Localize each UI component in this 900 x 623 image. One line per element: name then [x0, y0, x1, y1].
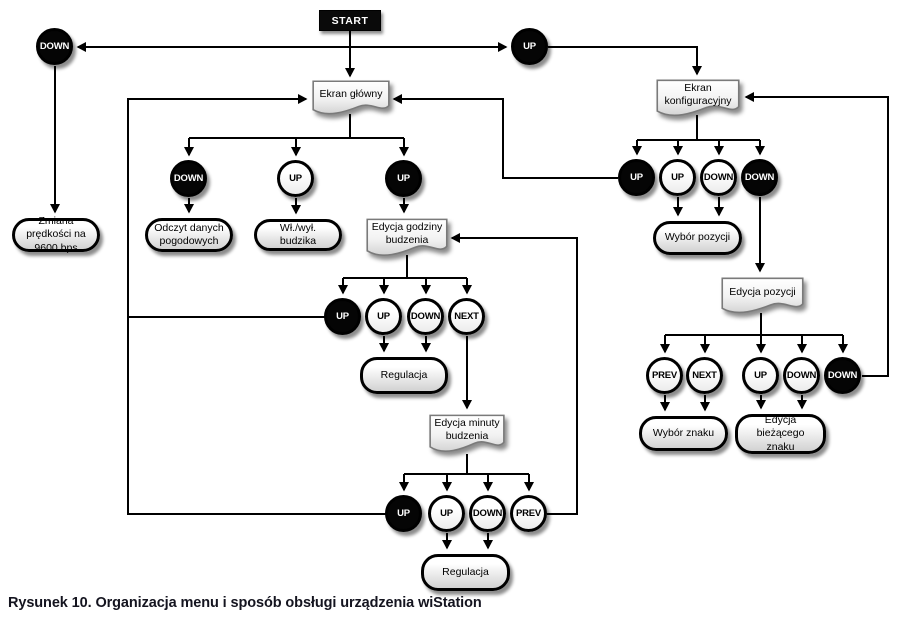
- alarm-minute-edit-label: Edycja minuty budzenia: [434, 417, 500, 443]
- button-label: DOWN: [827, 370, 858, 381]
- button-label: DOWN: [472, 508, 503, 519]
- start-node: [319, 10, 381, 31]
- down-button-weather: [170, 160, 207, 197]
- button-label: UP: [336, 311, 349, 322]
- position-select-box: [653, 221, 742, 255]
- down-button-position-select: [700, 159, 737, 196]
- up-button-minute-adjust: [428, 495, 465, 532]
- button-label: DOWN: [39, 41, 70, 52]
- button-label: UP: [377, 311, 390, 322]
- button-label: NEXT: [454, 311, 479, 322]
- regulation-box-minute: [421, 554, 510, 591]
- down-button-top-left: [36, 28, 73, 65]
- button-label: DOWN: [744, 172, 775, 183]
- button-label: DOWN: [173, 173, 204, 184]
- position-edit-label: Edycja pozycji: [729, 286, 796, 299]
- main-screen-label: Ekran główny: [319, 88, 383, 101]
- up-button-config-exit: [618, 159, 655, 196]
- up-button-alarm-toggle: [277, 160, 314, 197]
- up-button-char-edit: [742, 357, 779, 394]
- up-button-hour-exit: [324, 298, 361, 335]
- figure-caption: Rysunek 10. Organizacja menu i sposób obsługi urządzenia wiStation: [8, 595, 482, 611]
- alarm-toggle-label: Wł./wył. budzika: [279, 221, 317, 247]
- speed-change-label: Zmiana prędkości na 9600 bps: [26, 215, 86, 254]
- char-select-box: [639, 416, 728, 451]
- position-edit-doc: [721, 277, 804, 317]
- button-label: UP: [440, 508, 453, 519]
- config-screen-label: Ekran konfiguracyjny: [664, 81, 732, 107]
- button-label: UP: [397, 508, 410, 519]
- button-label: PREV: [515, 508, 542, 519]
- button-label: DOWN: [410, 311, 441, 322]
- alarm-toggle-box: [254, 219, 342, 251]
- main-screen-doc: [312, 80, 390, 118]
- next-button-char: [686, 357, 723, 394]
- weather-read-box: [145, 218, 233, 252]
- position-select-label: Wybór pozycji: [664, 231, 731, 244]
- alarm-hour-edit-label: Edycja godziny budzenia: [371, 221, 443, 247]
- button-label: NEXT: [692, 370, 717, 381]
- regulation-label: Regulacja: [442, 565, 489, 578]
- prev-button-minute: [510, 495, 547, 532]
- down-button-position-exit: [824, 357, 861, 394]
- down-button-hour-adjust: [407, 298, 444, 335]
- button-label: UP: [523, 41, 536, 52]
- button-label: UP: [289, 173, 302, 184]
- next-button-hour: [448, 298, 485, 335]
- config-screen-doc: [656, 79, 740, 120]
- regulation-label: Regulacja: [380, 368, 428, 381]
- up-button-top-right: [511, 28, 548, 65]
- up-button-hour-adjust: [365, 298, 402, 335]
- down-button-minute-adjust: [469, 495, 506, 532]
- weather-read-label: Odczyt danych pogodowych: [154, 221, 224, 247]
- up-button-position-select: [659, 159, 696, 196]
- alarm-minute-edit-doc: [429, 414, 505, 456]
- button-label: DOWN: [703, 172, 734, 183]
- start-label: START: [331, 14, 369, 27]
- regulation-box-hour: [360, 357, 448, 394]
- char-select-label: Wybór znaku: [652, 426, 715, 439]
- down-button-char-edit: [783, 357, 820, 394]
- alarm-hour-edit-doc: [366, 218, 448, 260]
- speed-change-box: [12, 215, 100, 254]
- down-button-position-edit: [741, 159, 778, 196]
- up-button-alarm-edit: [385, 160, 422, 197]
- button-label: DOWN: [786, 370, 817, 381]
- current-char-edit-label: Edycja bieżącego znaku: [756, 414, 805, 453]
- current-char-edit-box: [735, 414, 826, 454]
- button-label: UP: [754, 370, 767, 381]
- button-label: UP: [397, 173, 410, 184]
- button-label: UP: [630, 172, 643, 183]
- button-label: PREV: [651, 370, 678, 381]
- button-label: UP: [671, 172, 684, 183]
- prev-button-char: [646, 357, 683, 394]
- up-button-minute-exit: [385, 495, 422, 532]
